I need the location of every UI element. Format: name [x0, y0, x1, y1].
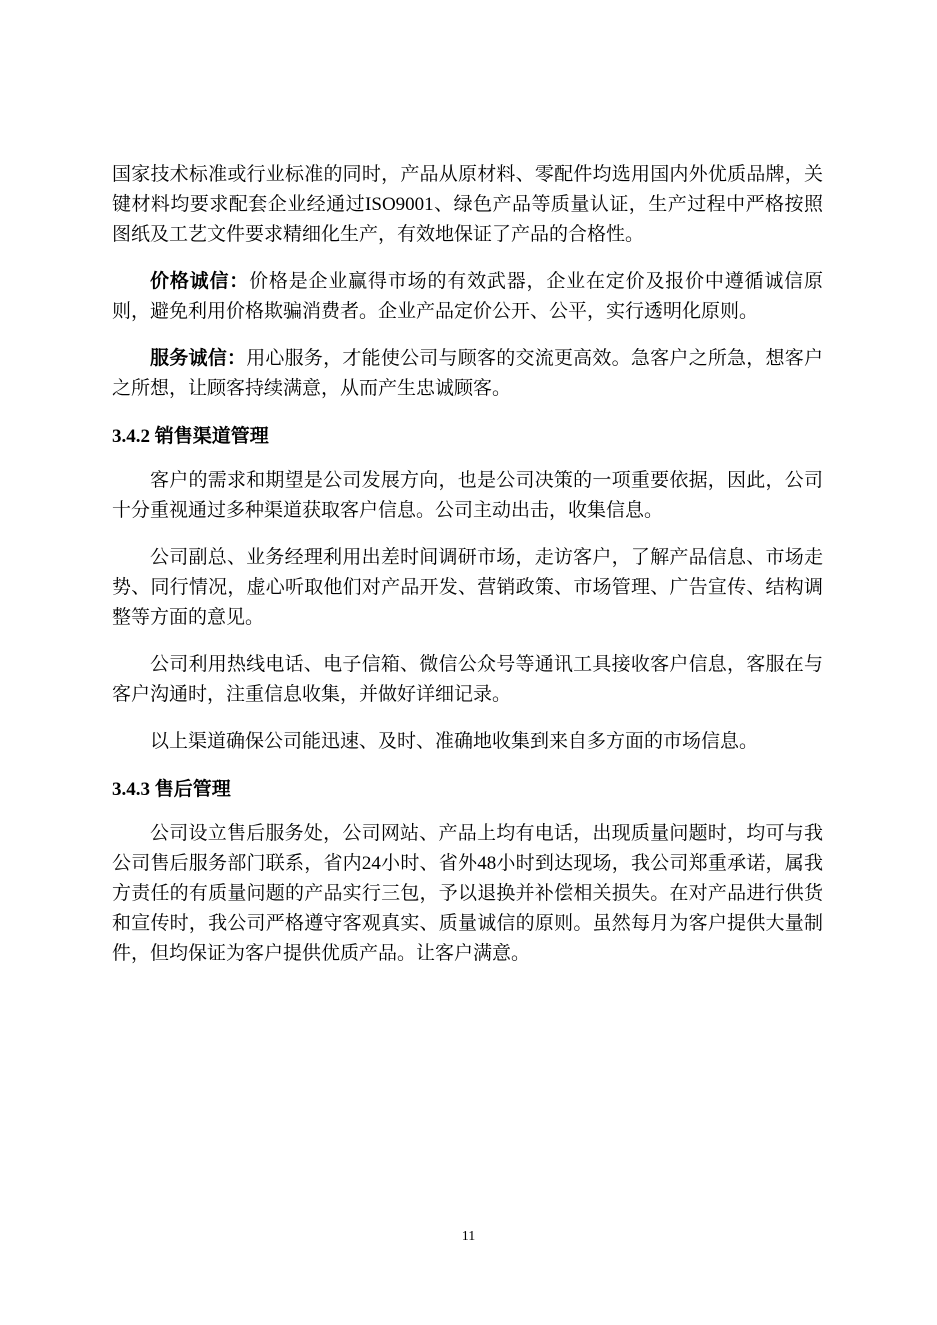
paragraph-hotline-channels: 公司利用热线电话、电子信箱、微信公众号等通讯工具接收客户信息，客服在与客户沟通时，注重信息收集，并做好详细记录。 — [112, 654, 823, 705]
paragraph-service-text: 用心服务，才能使公司与顾客的交流更高效。急客户之所急，想客户之所想，让顾客持续满意，从而产生忠诚顾客。 — [112, 348, 823, 399]
heading-3-4-3-after-sales-management: 3.4.3 售后管理 — [112, 779, 231, 800]
paragraph-customer-needs: 客户的需求和期望是公司发展方向，也是公司决策的一项重要依据，因此，公司十分重视通过多种渠道获取客户信息。公司主动出击，收集信息。 — [112, 470, 823, 521]
paragraph-price-text: 价格是企业赢得市场的有效武器，企业在定价及报价中遵循诚信原则，避免利用价格欺骗消费者。企业产品定价公开、公平，实行透明化原则。 — [112, 271, 823, 322]
paragraph-service-lead: 服务诚信： — [150, 348, 247, 369]
page-number: 11 — [461, 1229, 476, 1244]
paragraph-channels-summary: 以上渠道确保公司能迅速、及时、准确地收集到来自多方面的市场信息。 — [150, 731, 759, 752]
paragraph-after-sales-service: 公司设立售后服务处，公司网站、产品上均有电话，出现质量问题时，均可与我公司售后服务部门联系，省内24小时、省外48小时到达现场，我公司郑重承诺，属我方责任的有质量问题的产品实行三包，予以退换并补偿相关损失。在对产品进行供货和宣传时，我公司严格遵守客观真实、质量诚信的原则。虽然每月为客户提供大量制件，但均保证为客户提供优质产品。让客户满意。 — [112, 823, 823, 964]
paragraph-market-research: 公司副总、业务经理利用出差时间调研市场，走访客户，了解产品信息、市场走势、同行情况，虚心听取他们对产品开发、营销政策、市场管理、广告宣传、结构调整等方面的意见。 — [112, 547, 823, 628]
paragraph-price-lead: 价格诚信： — [150, 271, 250, 292]
paragraph-price-integrity — [112, 267, 823, 327]
heading-3-4-2-sales-channel-management: 3.4.2 销售渠道管理 — [112, 426, 269, 447]
paragraph-service-integrity — [112, 344, 823, 404]
paragraph-product-quality: 国家技术标准或行业标准的同时，产品从原材料、零配件均选用国内外优质品牌，关键材料均要求配套企业经通过ISO9001、绿色产品等质量认证，生产过程中严格按照图纸及工艺文件要求精细化生产，有效地保证了产品的合格性。 — [112, 164, 823, 245]
document-content — [112, 160, 823, 986]
